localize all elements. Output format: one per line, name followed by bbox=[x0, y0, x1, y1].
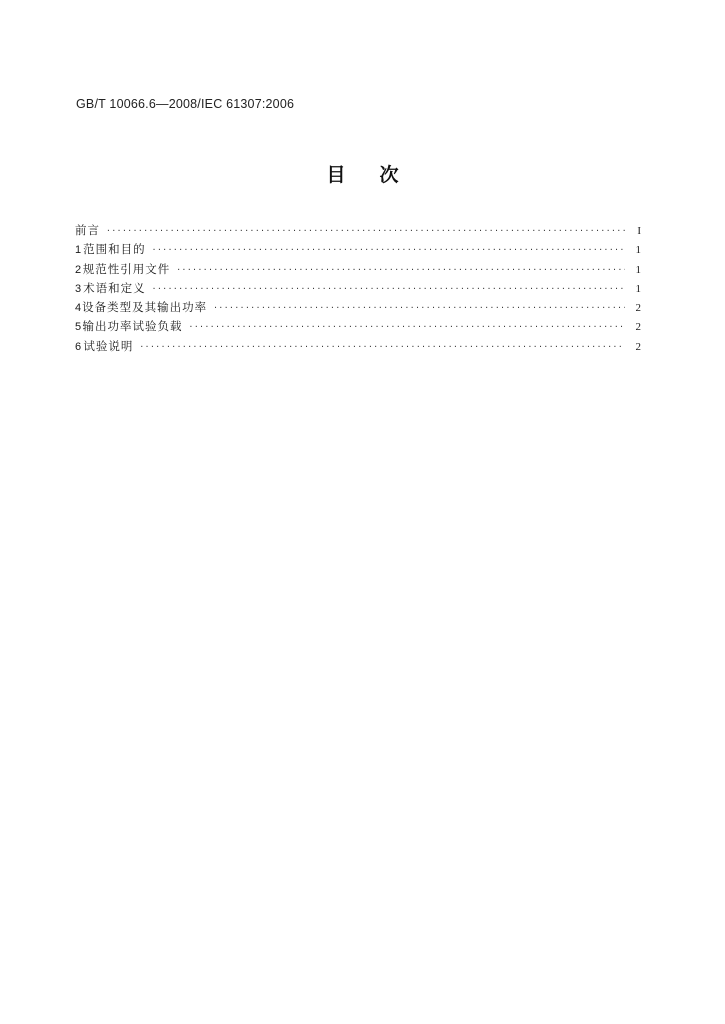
toc-entry-page: 2 bbox=[635, 302, 641, 315]
toc-entry-label: 试验说明 bbox=[83, 338, 134, 353]
toc-entry-label: 术语和定义 bbox=[83, 280, 146, 295]
toc-entry-number: 1 bbox=[75, 244, 82, 257]
toc-entry-label: 规范性引用文件 bbox=[82, 261, 171, 276]
toc-entry-page: 2 bbox=[635, 340, 641, 353]
toc-leader-dots bbox=[189, 317, 625, 336]
toc-entry-number: 5 bbox=[75, 321, 82, 334]
toc-entry-3[interactable] bbox=[75, 279, 641, 298]
table-of-contents bbox=[75, 221, 641, 356]
toc-leader-dots bbox=[152, 240, 625, 259]
toc-entry-number: 2 bbox=[75, 263, 82, 276]
toc-leader-dots bbox=[213, 298, 625, 317]
toc-entry-label: 输出功率试验负载 bbox=[82, 319, 183, 334]
toc-entry-1[interactable] bbox=[75, 240, 641, 259]
toc-entry-page: 1 bbox=[635, 244, 641, 257]
toc-entry-number: 6 bbox=[75, 340, 82, 353]
toc-entry-label: 范围和目的 bbox=[83, 242, 146, 257]
toc-entry-4[interactable] bbox=[75, 298, 641, 317]
toc-entry-label: 前言 bbox=[75, 223, 100, 237]
toc-entry-page: I bbox=[637, 225, 641, 237]
toc-entry-5[interactable] bbox=[75, 317, 641, 336]
toc-leader-dots bbox=[152, 279, 625, 298]
toc-leader-dots bbox=[176, 260, 625, 279]
toc-entry-number: 4 bbox=[75, 302, 82, 315]
toc-entry-label: 设备类型及其输出功率 bbox=[82, 300, 208, 315]
toc-entry-number: 3 bbox=[75, 282, 82, 295]
toc-entry-page: 2 bbox=[635, 321, 641, 334]
toc-leader-dots bbox=[106, 221, 625, 240]
toc-entry-foreword[interactable] bbox=[75, 221, 641, 240]
toc-entry-6[interactable] bbox=[75, 337, 641, 356]
toc-entry-page: 1 bbox=[635, 282, 641, 295]
toc-leader-dots bbox=[139, 337, 625, 356]
toc-entry-2[interactable] bbox=[75, 260, 641, 279]
page-title: 目次 bbox=[326, 164, 433, 186]
standard-code-header: GB/T 10066.6—2008/IEC 61307:2006 bbox=[76, 97, 295, 111]
toc-entry-page: 1 bbox=[635, 263, 641, 276]
